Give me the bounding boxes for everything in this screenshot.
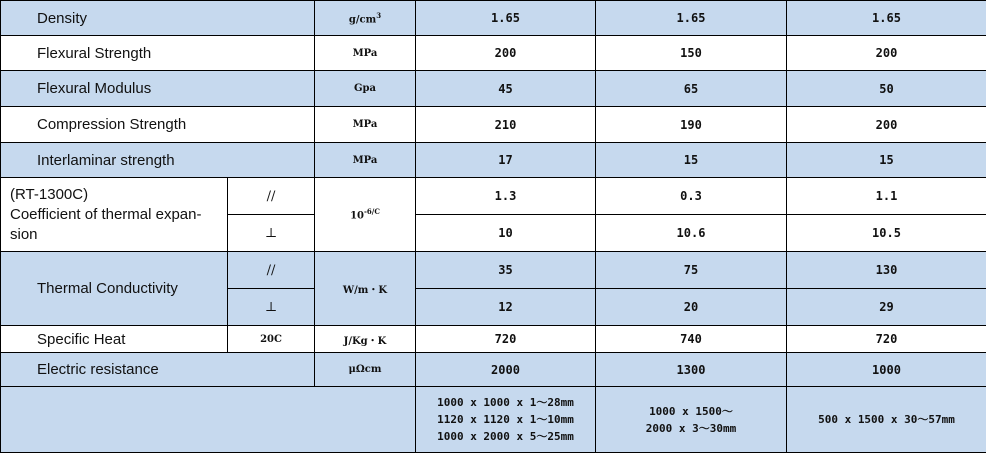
property-name-line: sion — [10, 225, 227, 245]
value-cell: 130 — [787, 252, 986, 289]
property-name: Interlaminar strength — [1, 143, 315, 178]
value-cell: 10.6 — [596, 215, 787, 252]
value-cell: 17 — [416, 143, 596, 178]
property-name: Thermal Conductivity — [1, 252, 228, 326]
unit-superscript: 3 — [376, 11, 381, 20]
value-cell: 1.1 — [787, 178, 986, 215]
value-cell: 200 — [787, 36, 986, 71]
row-sizes — [1, 387, 986, 453]
property-name: Density — [1, 1, 315, 36]
unit-cell: W/m・K — [315, 252, 416, 326]
size-cell — [787, 387, 986, 453]
value-cell: 15 — [787, 143, 986, 178]
row-thermal-conductivity-parallel — [1, 252, 986, 289]
value-cell: 20 — [596, 289, 787, 326]
value-cell: 740 — [596, 326, 787, 353]
value-cell: 210 — [416, 107, 596, 143]
size-line: 1000 x 2000 x 5～25mm — [416, 428, 595, 445]
property-name: Compression Strength — [1, 107, 315, 143]
value-cell: 10 — [416, 215, 596, 252]
property-name: Electric resistance — [1, 353, 315, 387]
unit-cell: J/Kg・K — [315, 326, 416, 353]
value-cell: 1000 — [787, 353, 986, 387]
size-line: 1000 x 1500～ — [596, 403, 786, 420]
size-line: 500 x 1500 x 30～57mm — [787, 411, 986, 428]
property-name: Flexural Modulus — [1, 71, 315, 107]
parallel-symbol: // — [228, 252, 315, 289]
value-cell: 65 — [596, 71, 787, 107]
property-name-line: (RT-1300C) — [10, 185, 227, 205]
value-cell: 1.65 — [787, 1, 986, 36]
value-cell: 200 — [416, 36, 596, 71]
row-flexural-strength — [1, 36, 986, 71]
condition-cell: 20C — [228, 326, 315, 353]
value-cell: 45 — [416, 71, 596, 107]
value-cell: 1.65 — [416, 1, 596, 36]
size-line: 1000 x 1000 x 1～28mm — [416, 394, 595, 411]
value-cell: 720 — [787, 326, 986, 353]
unit-cell — [315, 1, 416, 36]
unit-cell — [315, 178, 416, 252]
row-thermal-expansion-parallel — [1, 178, 986, 215]
value-cell: 1.3 — [416, 178, 596, 215]
perpendicular-symbol: ⊥ — [228, 215, 315, 252]
value-cell: 15 — [596, 143, 787, 178]
property-name-line: Coefficient of thermal expan- — [10, 205, 227, 225]
row-specific-heat — [1, 326, 986, 353]
unit-cell: MPa — [315, 36, 416, 71]
unit-cell: MPa — [315, 107, 416, 143]
sizes-label-cell — [1, 387, 416, 453]
value-cell: 35 — [416, 252, 596, 289]
row-flexural-modulus — [1, 71, 986, 107]
size-line: 1120 x 1120 x 1～10mm — [416, 411, 595, 428]
value-cell: 200 — [787, 107, 986, 143]
row-compression-strength — [1, 107, 986, 143]
size-line: 2000 x 3～30mm — [596, 420, 786, 437]
value-cell: 2000 — [416, 353, 596, 387]
property-name: Flexural Strength — [1, 36, 315, 71]
value-cell: 0.3 — [596, 178, 787, 215]
property-name: Specific Heat — [1, 326, 228, 353]
value-cell: 75 — [596, 252, 787, 289]
size-cell — [596, 387, 787, 453]
size-cell — [416, 387, 596, 453]
unit-cell: Gpa — [315, 71, 416, 107]
value-cell: 1.65 — [596, 1, 787, 36]
value-cell: 12 — [416, 289, 596, 326]
unit-cell: μΩcm — [315, 353, 416, 387]
unit-cell: MPa — [315, 143, 416, 178]
unit-superscript: -6/C — [364, 207, 380, 216]
value-cell: 50 — [787, 71, 986, 107]
property-name-thermal-expansion — [1, 178, 228, 252]
value-cell: 29 — [787, 289, 986, 326]
unit-text: 10 — [350, 211, 364, 222]
unit-text: g/cm — [349, 14, 376, 25]
value-cell: 10.5 — [787, 215, 986, 252]
parallel-symbol: // — [228, 178, 315, 215]
value-cell: 1300 — [596, 353, 787, 387]
value-cell: 150 — [596, 36, 787, 71]
perpendicular-symbol: ⊥ — [228, 289, 315, 326]
row-electric-resistance — [1, 353, 986, 387]
row-density — [1, 1, 986, 36]
row-interlaminar-strength — [1, 143, 986, 178]
value-cell: 720 — [416, 326, 596, 353]
value-cell: 190 — [596, 107, 787, 143]
